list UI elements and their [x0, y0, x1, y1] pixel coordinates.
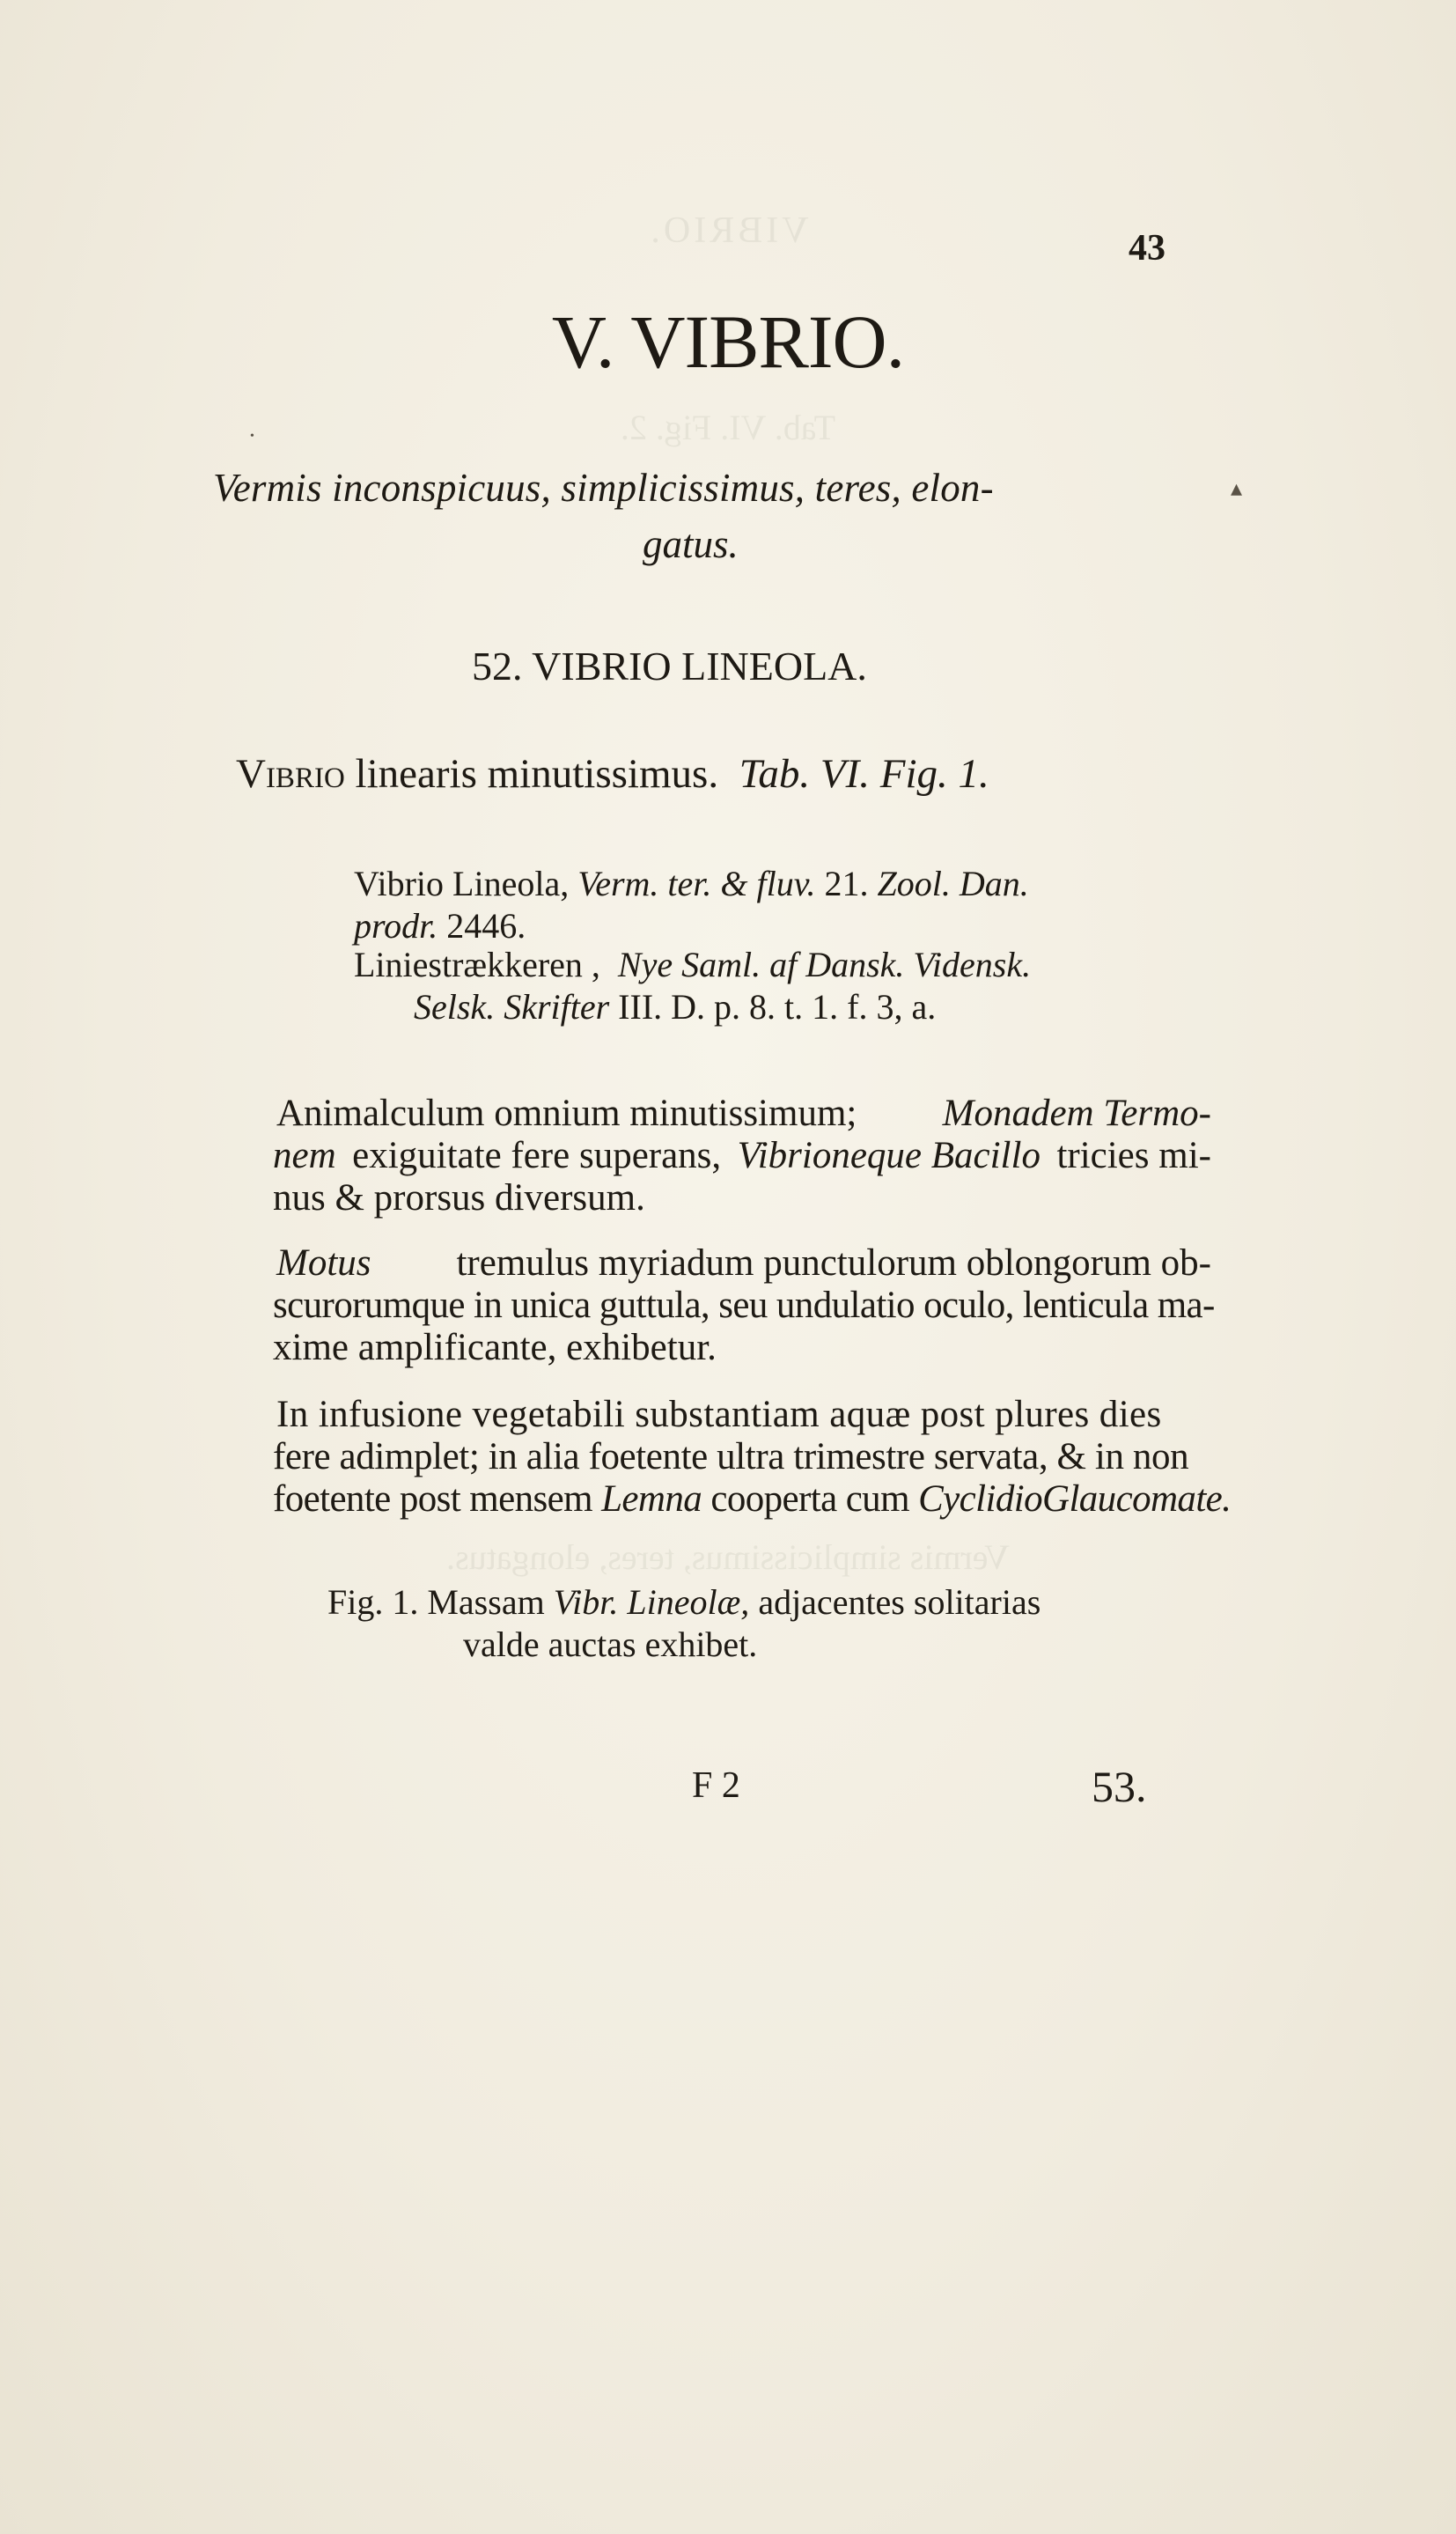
paragraph-line: fere adimplet; in alia foetente ultra trimestre servata, & in non — [273, 1436, 1189, 1477]
paragraph-line — [276, 1241, 1211, 1285]
synonym-source: Zool. Dan. — [877, 864, 1029, 903]
diagnosis-text: linearis minutissimus. — [355, 751, 719, 797]
paragraph-line: scurorumque in unica guttula, seu undulatio oculo, lenticula ma- — [273, 1285, 1215, 1326]
paragraph-line — [273, 1477, 1231, 1521]
synonym-source: Selsk. Skrifter — [414, 987, 610, 1027]
bleed-through-line: Vermis simplicissimus, teres, elongatus. — [446, 1537, 1010, 1577]
text-run: tricies mi- — [1056, 1135, 1211, 1176]
diagnosis-lead: Vibrio — [236, 751, 345, 797]
synonym-line — [354, 863, 1029, 904]
synonym-number: 21. — [824, 864, 869, 903]
text-run: tremulus myriadum punctulorum oblongorum ob- — [456, 1242, 1211, 1284]
text-run: Fig. 1. Massam — [327, 1582, 545, 1622]
page-number: 43 — [1129, 228, 1166, 269]
text-run: Motus — [276, 1242, 371, 1284]
bleed-through-line: Tab. VI. Fig. 2. — [620, 408, 836, 447]
synonym-source: Nye Saml. af Dansk. Vidensk. — [617, 945, 1032, 984]
text-run: adjacentes solitarias — [758, 1582, 1041, 1622]
margin-mark: ▴ — [1231, 475, 1243, 501]
synonym-name: Liniestrækkeren , — [354, 945, 600, 984]
synonym-citation: III. D. p. 8. t. 1. f. 3, a. — [618, 987, 937, 1027]
paragraph-line: xime amplificante, exhibetur. — [273, 1327, 717, 1368]
text-run: Vibr. Lineolæ, — [553, 1582, 750, 1622]
text-run: Animalculum omnium minutissimum; — [276, 1093, 857, 1134]
text-run: CyclidioGlaucomate. — [918, 1478, 1232, 1520]
species-heading: 52. VIBRIO LINEOLA. — [472, 644, 867, 689]
margin-mark: • — [250, 430, 254, 443]
synonym-source: Verm. ter. & fluv. — [577, 864, 816, 903]
figure-note-line — [327, 1581, 1041, 1623]
paragraph-line: nus & prorsus diversum. — [273, 1177, 645, 1219]
text-run: cooperta cum — [710, 1478, 909, 1520]
bleed-through-running-head: VIBRIO. — [647, 210, 809, 251]
species-diagnosis — [236, 750, 989, 798]
text-run: nem — [273, 1135, 336, 1176]
text-run: Monadem Termo- — [942, 1093, 1211, 1134]
synonym-name: Vibrio Lineola, — [354, 864, 570, 903]
genus-definition-line: gatus. — [643, 522, 739, 566]
text-run: foetente post mensem — [273, 1478, 592, 1520]
figure-note-line: valde auctas exhibet. — [463, 1624, 758, 1664]
text-run: exiguitate fere superans, — [352, 1135, 722, 1176]
paragraph-line — [273, 1092, 1211, 1135]
diagnosis-plate-ref: Tab. VI. Fig. 1. — [739, 751, 989, 797]
genus-definition-line: Vermis inconspicuus, simplicissimus, teres, elon- — [213, 466, 994, 510]
synonym-line — [354, 905, 526, 947]
catchword: 53. — [1092, 1762, 1147, 1811]
genus-heading: V. VIBRIO. — [551, 299, 905, 384]
synonym-number: 2446. — [446, 906, 526, 946]
paragraph-line: In infusione vegetabili substantiam aquæ post plures dies — [276, 1394, 1162, 1435]
synonym-line — [414, 986, 936, 1028]
signature-mark: F 2 — [692, 1765, 740, 1806]
synonym-line — [354, 944, 1031, 985]
text-run: Vibrioneque Bacillo — [737, 1135, 1041, 1176]
paragraph-line — [273, 1134, 1211, 1177]
synonym-source: prodr. — [354, 906, 438, 946]
text-run: Lemna — [601, 1478, 702, 1520]
